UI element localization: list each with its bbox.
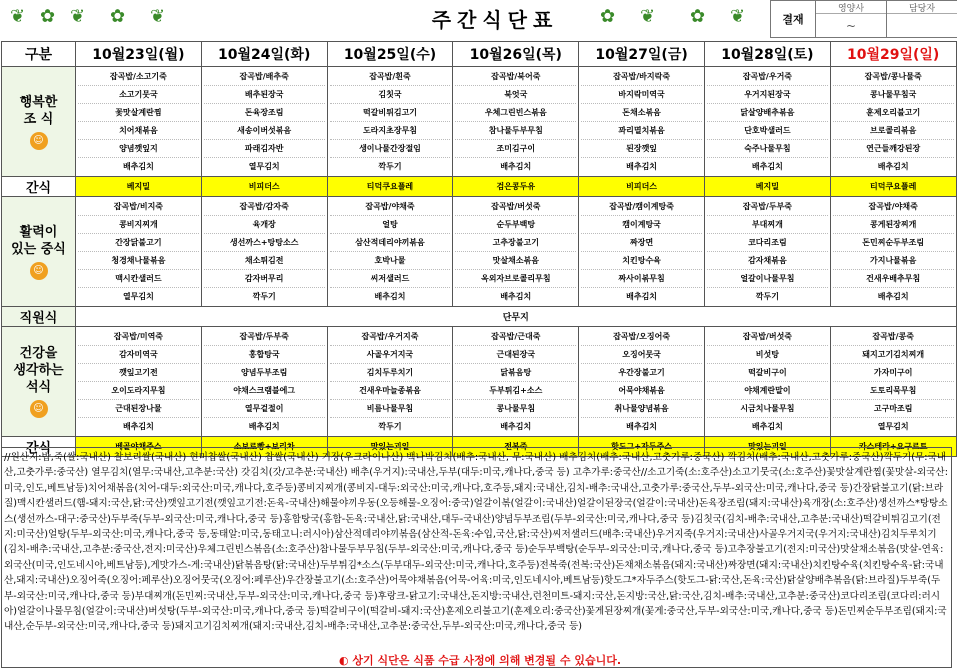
- approval-label: 결재: [771, 1, 816, 37]
- dinner-day: [579, 327, 705, 437]
- day-header: 10월23일(월): [76, 42, 202, 67]
- menu-item: 잡곡밥/캠이계탕죽: [581, 198, 702, 216]
- menu-item: 돈채소볶음: [581, 104, 702, 122]
- staff-meal-label: 직원식: [2, 307, 76, 327]
- snack-item: 베골야채주스: [76, 437, 202, 457]
- mascot-icon: ☺: [30, 262, 48, 280]
- menu-item: 간장닭불고기: [78, 234, 199, 252]
- menu-item: 배추김치: [626, 162, 658, 171]
- menu-item: 비름나물무침: [330, 400, 451, 418]
- menu-item: 건새우배추무침: [833, 270, 954, 288]
- dinner-label: [2, 327, 76, 437]
- menu-item: 맥시칸샐러드: [78, 270, 199, 288]
- menu-item: 배추김치: [626, 422, 658, 431]
- menu-item: 옥외자브로콜리무침: [455, 270, 576, 288]
- menu-item: 잡곡밥/근대죽: [455, 328, 576, 346]
- menu-item: 취나물양념볶음: [581, 400, 702, 418]
- menu-item: 닭살양배추볶음: [707, 104, 828, 122]
- menu-item: 콩나물무침국: [833, 86, 954, 104]
- vegetable-icon: ❦: [10, 6, 26, 27]
- menu-item: 김치두루치기: [330, 364, 451, 382]
- menu-item: 잡곡밥/콩나물죽: [833, 68, 954, 86]
- day-header: 10월26일(목): [453, 42, 579, 67]
- menu-item: 두부튀김+소스: [455, 382, 576, 400]
- menu-item: 청경채나물볶음: [78, 252, 199, 270]
- snack-item: 티덕쿠요플레: [327, 177, 453, 197]
- menu-item: 근대된장나물: [78, 400, 199, 418]
- menu-item: 잡곡밥/배추죽: [204, 68, 325, 86]
- menu-item: 잡곡밥/오징어죽: [581, 328, 702, 346]
- menu-item: 배추김치: [374, 292, 406, 301]
- snack-item: 검은콩두유: [453, 177, 579, 197]
- menu-item: 참나물두부무침: [455, 122, 576, 140]
- lunch-day: [327, 197, 453, 307]
- vegetable-icon: ✿: [600, 6, 616, 27]
- menu-item: 얼탕: [330, 216, 451, 234]
- menu-item: 콩게된장찌개: [833, 216, 954, 234]
- menu-item: 깍두기: [252, 292, 276, 301]
- menu-item: 꽃맛살계란찜: [78, 104, 199, 122]
- menu-item: 도라지초장무침: [330, 122, 451, 140]
- dinner-day: [453, 327, 579, 437]
- dinner-row: [2, 327, 957, 437]
- menu-item: 호박나물: [330, 252, 451, 270]
- menu-item: 소고기뭇국: [78, 86, 199, 104]
- dinner-day: [76, 327, 202, 437]
- menu-item: 사골우거지국: [330, 346, 451, 364]
- origin-info-text: //원산지:밥,죽(쌀:국내산) 찰보리쌀(국내산) 현미찹쌀(국내산) 찹쌀(국내산) 기장(우크라이나산) 백나박김치(배추:국내산, 무:국내산) 배추김치(배추:국내산,고춧가루:중국산) 깍김치(배추:국내산,고춧가루:중국산)깍두기(무:국내산,고춧가루:중국산) 열무김치(열무:국내산,고추분:국산) 갓김치(갓/고추분:국내산) 배추(우거지):국내산,두부(대두:미국,캐나다,중국 등) 고추가루:중국산//소고기죽(소:호주산)소고기뭇국(소:호주산)꽃맛살계란찜(꽃맛살-외국산:미국,인도,베트남등)치어채볶음(치어-대두:외국산:미국,캐나다,호주등)콩비지찌개(콩비지-대두:외국산:미국,캐나다,호주등,돼지:국내산,김치-배추:국내산,고춧가루:중국산,두부-외국산:미국,캐나다,중국 등)간장닭불고기(닭:브라질)맥시칸샐러드(햄-돼지:국산,닭:국산)깻잎고기전(깻잎고기전:돈육-국내산)해물야끼우동(오등해물-오징어:중국)얼갈이볶(얼갈이:국내산)얼갈이된장국(얼갈이:국내산)돈육장조림(돼지:국내산)육개장(소:호주산)생선까스*탕탕소스(생선까스-대구:중국산)두부죽(두부-외국산:미국,캐나다,중국 등)홍합탕국(홍합-돈육:국내산,닭:국내산,대두-국내산)양념두부조림(두부-외국산:미국,캐나다,중국 등)김칫국(김치-배추:국내산,고추분:국내산)떡갈비튀김고기(전지:미국산)얼탕(두부-외국산:미국,캐나다,중국 등,동태알:미국,동태고니:러시아)삼산적데리야끼볶음(삼산적-돈육:수입,국산,닭:국산)씨저샐러드(배추:국내산)우거지죽(우거지:국내산)사골우거지국(우거지:국내산)김치두루치기(김치-배추:국내산,고추분:중국산,전지:미국산)우체그린빈스볶음(소:호주산)참나물두부무침(두부-외국산:미국,캐나다,중국 등)순두부백탕(순두부-외국산:미국,캐나다,중국 등)고추장불고기(전지:미국산)맛살채소볶음(맛살-연육:외국산(미국,인도네시아,베트남등),게맛가스-게:국내산)닭볶음탕(닭:국내산)두부튀김*소스(두부대두-외국산:미국,캐나다,호주등)전복죽(전복:국산)돈채채소볶음(돼지:국내산)짜장면(돼지:국내산)치킨탕수육(치킨탕수육-닭:국내산,돼지:국내산)오징어죽(오징어:페루산)오징어뭇국(오징어:페루산)우간장불고기(소:호주산)어묵야채볶음(어묵-어육:미국,인도네시아,베트남등)핫도그*자두주스(핫도그-닭:국산,돈육:국산)닭살양배추볶음(닭:브라질)두부죽(두부-외국산:미국,캐나다,중국 등)부대찌개(돈민찌:국내산,두부-외국산:미국,캐나다,중국 등)후랑크-닭고기:국내산,돈지방:국내산,런천미트-돼지:국산,돈지방:국산,닭:국산,김치-배추:국내산,고추분:중국산)코다리조림(코다리:러시아)얼갈이나물무침(얼갈이:국내산)버섯탕(두부-외국산:미국,캐나다,중국 등)떡갈비구이(떡갈비-돼지:국산)훈제오리불고기(훈제오리:중국산)꽃게된장찌개(꽃게:중국산,두부-외국산:미국,캐나다,중국 등)돈민찌순두부조림(돼지:국내산,순두부-외국산:미국,캐나다,중국 등)돼지고기김치찌개(돼지:국내산,김치-배추:국내산,고추분:중국산,두부-외국산:미국,캐나다,중국 등): [1, 447, 952, 668]
- snack-label: 간식: [2, 177, 76, 197]
- menu-item: 코다리조림: [707, 234, 828, 252]
- menu-item: 배추김치: [500, 422, 532, 431]
- menu-item: 돈민찌순두부조림: [833, 234, 954, 252]
- menu-item: 잡곡밥/우거죽: [707, 68, 828, 86]
- breakfast-label-line: 조 식: [23, 111, 54, 127]
- menu-item: 깍두기: [378, 422, 402, 431]
- page-title: 주간식단표: [431, 8, 559, 32]
- menu-item: 삼산적데리야끼볶음: [330, 234, 451, 252]
- menu-item: 브로콜리볶음: [833, 122, 954, 140]
- menu-item: 떡갈비구이: [707, 364, 828, 382]
- menu-item: 떡갈비튀김고기: [330, 104, 451, 122]
- menu-item: 비섯탕: [707, 346, 828, 364]
- menu-item: 오징어뭇국: [581, 346, 702, 364]
- menu-item: 잡곡밥/버섯죽: [707, 328, 828, 346]
- signature-empty: [887, 14, 957, 37]
- menu-item: 배추김치: [751, 162, 783, 171]
- menu-item: 잡곡밥/야채죽: [833, 198, 954, 216]
- menu-item: 열무김치: [877, 422, 909, 431]
- menu-item: 감자채볶음: [707, 252, 828, 270]
- menu-item: 양념두부조림: [204, 364, 325, 382]
- menu-item: 잡곡밥/미역죽: [78, 328, 199, 346]
- menu-item: 깻잎고기전: [78, 364, 199, 382]
- staff-meal-row: [2, 307, 957, 327]
- menu-item: 잡곡밥/버섯죽: [455, 198, 576, 216]
- mascot-icon: ☺: [30, 132, 48, 150]
- snack-item: 핫도그+자두주스: [579, 437, 705, 457]
- header: [0, 0, 957, 40]
- menu-item: 가지나물볶음: [833, 252, 954, 270]
- vegetable-icon: ❦: [640, 6, 656, 27]
- menu-item: 돼지고기김치찌개: [833, 346, 954, 364]
- vegetable-icon: ✿: [40, 6, 56, 27]
- lunch-day: [201, 197, 327, 307]
- menu-item: 짜사이볶무침: [581, 270, 702, 288]
- menu-item: 감자미역국: [78, 346, 199, 364]
- menu-item: 잡곡밥/비지죽: [78, 198, 199, 216]
- menu-item: 단호박샐러드: [707, 122, 828, 140]
- menu-item: 잡곡밥/흰죽: [330, 68, 451, 86]
- breakfast-label-line: 행복한: [19, 94, 58, 110]
- menu-item: 근대된장국: [455, 346, 576, 364]
- menu-item: 된장깻잎: [581, 140, 702, 158]
- menu-item: 오이도라지무침: [78, 382, 199, 400]
- lunch-label: [2, 197, 76, 307]
- menu-item: 콩비지찌개: [78, 216, 199, 234]
- menu-item: 야채계란말이: [707, 382, 828, 400]
- menu-item: 배추김치: [500, 162, 532, 171]
- menu-item: 야채스크램블에그: [204, 382, 325, 400]
- vegetable-icon: ✿: [110, 6, 126, 27]
- day-header: 10월28일(토): [704, 42, 830, 67]
- breakfast-day: [201, 67, 327, 177]
- approver-2-role: 담당자: [887, 1, 957, 14]
- lunch-day: [76, 197, 202, 307]
- snack-item: 비피더스: [201, 177, 327, 197]
- lunch-label-line: 있는 중식: [11, 241, 66, 257]
- breakfast-day: [830, 67, 956, 177]
- dinner-label-line: 생각하는: [13, 363, 64, 378]
- approver-1-role: 영양사: [816, 1, 886, 14]
- menu-item: 배추김치: [122, 422, 154, 431]
- vegetable-icon: ❦: [150, 6, 166, 27]
- menu-item: 양념깻잎지: [78, 140, 199, 158]
- menu-item: 잡곡밥/감자죽: [204, 198, 325, 216]
- menu-item: 우체그린빈스볶음: [455, 104, 576, 122]
- menu-item: 맛살채소볶음: [455, 252, 576, 270]
- snack-item: 맛있는괴일: [327, 437, 453, 457]
- menu-item: 열무김치: [122, 292, 154, 301]
- menu-item: 우간장불고기: [581, 364, 702, 382]
- dinner-day: [327, 327, 453, 437]
- menu-item: 꽈리멸치볶음: [581, 122, 702, 140]
- snack-item: 베지밀: [76, 177, 202, 197]
- vegetable-icon: ✿: [690, 6, 706, 27]
- menu-item: 열무겉절이: [204, 400, 325, 418]
- menu-item: 잡곡밥/두부죽: [204, 328, 325, 346]
- menu-item: 파래김자반: [204, 140, 325, 158]
- menu-item: 잡곡밥/두부죽: [707, 198, 828, 216]
- menu-item: 바지락미역국: [581, 86, 702, 104]
- menu-item: 우거지된장국: [707, 86, 828, 104]
- day-header-sunday: 10월29일(일): [830, 42, 956, 67]
- menu-item: 씨저샐러드: [330, 270, 451, 288]
- menu-item: 배추김치: [751, 422, 783, 431]
- lunch-day: [579, 197, 705, 307]
- menu-item: 짜장면: [581, 234, 702, 252]
- category-header: 구분: [2, 42, 76, 67]
- lunch-label-line: 활력이: [19, 224, 58, 240]
- snack-item: 맛있는괴일: [704, 437, 830, 457]
- menu-item: 열무김치: [248, 162, 280, 171]
- dinner-label-line: 건강을: [19, 346, 58, 361]
- menu-item: 잡곡밥/콩죽: [833, 328, 954, 346]
- snack-label: 간식: [2, 437, 76, 457]
- dinner-day: [830, 327, 956, 437]
- breakfast-row: [2, 67, 957, 177]
- menu-item: 시금치나물무침: [707, 400, 828, 418]
- menu-item: 숙주나물무침: [707, 140, 828, 158]
- menu-item: 배추김치: [877, 162, 909, 171]
- breakfast-day: [327, 67, 453, 177]
- menu-item: 잡곡밥/야채죽: [330, 198, 451, 216]
- day-header-row: [2, 42, 957, 67]
- menu-item: 생선까스+탕탕소스: [204, 234, 325, 252]
- menu-item: 배추김치: [877, 292, 909, 301]
- snack-item: 카스테라+요구르트: [830, 437, 956, 457]
- menu-item: 육개장: [204, 216, 325, 234]
- menu-item: 부대찌개: [707, 216, 828, 234]
- menu-item: 김칫국: [330, 86, 451, 104]
- change-notice: ◐ 상기 식단은 식품 수급 사정에 의해 변경될 수 있습니다.: [338, 654, 621, 667]
- menu-item: 캠이계탕국: [581, 216, 702, 234]
- snack-item: 전복죽: [453, 437, 579, 457]
- vegetable-icon: ❦: [730, 6, 746, 27]
- dinner-day: [201, 327, 327, 437]
- menu-item: 배추된장국: [204, 86, 325, 104]
- menu-item: 가자미구이: [833, 364, 954, 382]
- menu-item: 훈제오리불고기: [833, 104, 954, 122]
- menu-item: 홍합탕국: [204, 346, 325, 364]
- menu-item: 감자버무리: [204, 270, 325, 288]
- menu-item: 치킨탕수육: [581, 252, 702, 270]
- snack-item: 베지밀: [704, 177, 830, 197]
- menu-item: 잡곡밥/소고기죽: [78, 68, 199, 86]
- day-header: 10월27일(금): [579, 42, 705, 67]
- snack-item: 티덕쿠요플레: [830, 177, 956, 197]
- menu-item: 고추장불고기: [455, 234, 576, 252]
- lunch-day: [704, 197, 830, 307]
- menu-item: 고구마조림: [833, 400, 954, 418]
- staff-meal-note: 단무지: [76, 307, 957, 327]
- lunch-day: [830, 197, 956, 307]
- menu-item: 건새우마늘종볶음: [330, 382, 451, 400]
- menu-item: 깍두기: [378, 162, 402, 171]
- menu-table: [1, 41, 957, 457]
- approver-2: [887, 1, 957, 37]
- signature: ~: [845, 18, 857, 33]
- menu-item: 도토리묵무침: [833, 382, 954, 400]
- breakfast-day: [704, 67, 830, 177]
- menu-item: 잡곡밥/우거지죽: [330, 328, 451, 346]
- menu-item: 돈육장조림: [204, 104, 325, 122]
- dinner-day: [704, 327, 830, 437]
- snack-item: 비피더스: [579, 177, 705, 197]
- approval-box: [770, 0, 957, 38]
- menu-item: 배추김치: [500, 292, 532, 301]
- dinner-label-line: 석식: [25, 380, 52, 395]
- breakfast-day: [453, 67, 579, 177]
- menu-item: 배추김치: [122, 162, 154, 171]
- day-header: 10월24일(화): [201, 42, 327, 67]
- menu-item: 어묵야채볶음: [581, 382, 702, 400]
- menu-item: 얼갈이나물무침: [707, 270, 828, 288]
- breakfast-day: [76, 67, 202, 177]
- lunch-row: [2, 197, 957, 307]
- menu-item: 콩나물무침: [455, 400, 576, 418]
- menu-item: 북엇국: [455, 86, 576, 104]
- menu-item: 잡곡밥/북어죽: [455, 68, 576, 86]
- menu-item: 조미김구이: [455, 140, 576, 158]
- breakfast-day: [579, 67, 705, 177]
- snack-row: [2, 177, 957, 197]
- menu-item: 치어채볶음: [78, 122, 199, 140]
- lunch-day: [453, 197, 579, 307]
- day-header: 10월25일(수): [327, 42, 453, 67]
- breakfast-label: [2, 67, 76, 177]
- menu-item: 연근들깨강된장: [833, 140, 954, 158]
- vegetable-icon: ❦: [70, 6, 86, 27]
- menu-item: 잡곡밥/바지락죽: [581, 68, 702, 86]
- mascot-icon: ☺: [30, 400, 48, 418]
- snack-item: 소보로빵+보리차: [201, 437, 327, 457]
- menu-item: 새송이버섯볶음: [204, 122, 325, 140]
- menu-item: 닭볶음탕: [455, 364, 576, 382]
- menu-item: 배추김치: [626, 292, 658, 301]
- menu-item: 깍두기: [755, 292, 779, 301]
- menu-item: 생이나물간장절임: [330, 140, 451, 158]
- menu-item: 순두부백탕: [455, 216, 576, 234]
- menu-item: 채소튀김전: [204, 252, 325, 270]
- menu-item: 배추김치: [248, 422, 280, 431]
- approver-1: [816, 1, 887, 37]
